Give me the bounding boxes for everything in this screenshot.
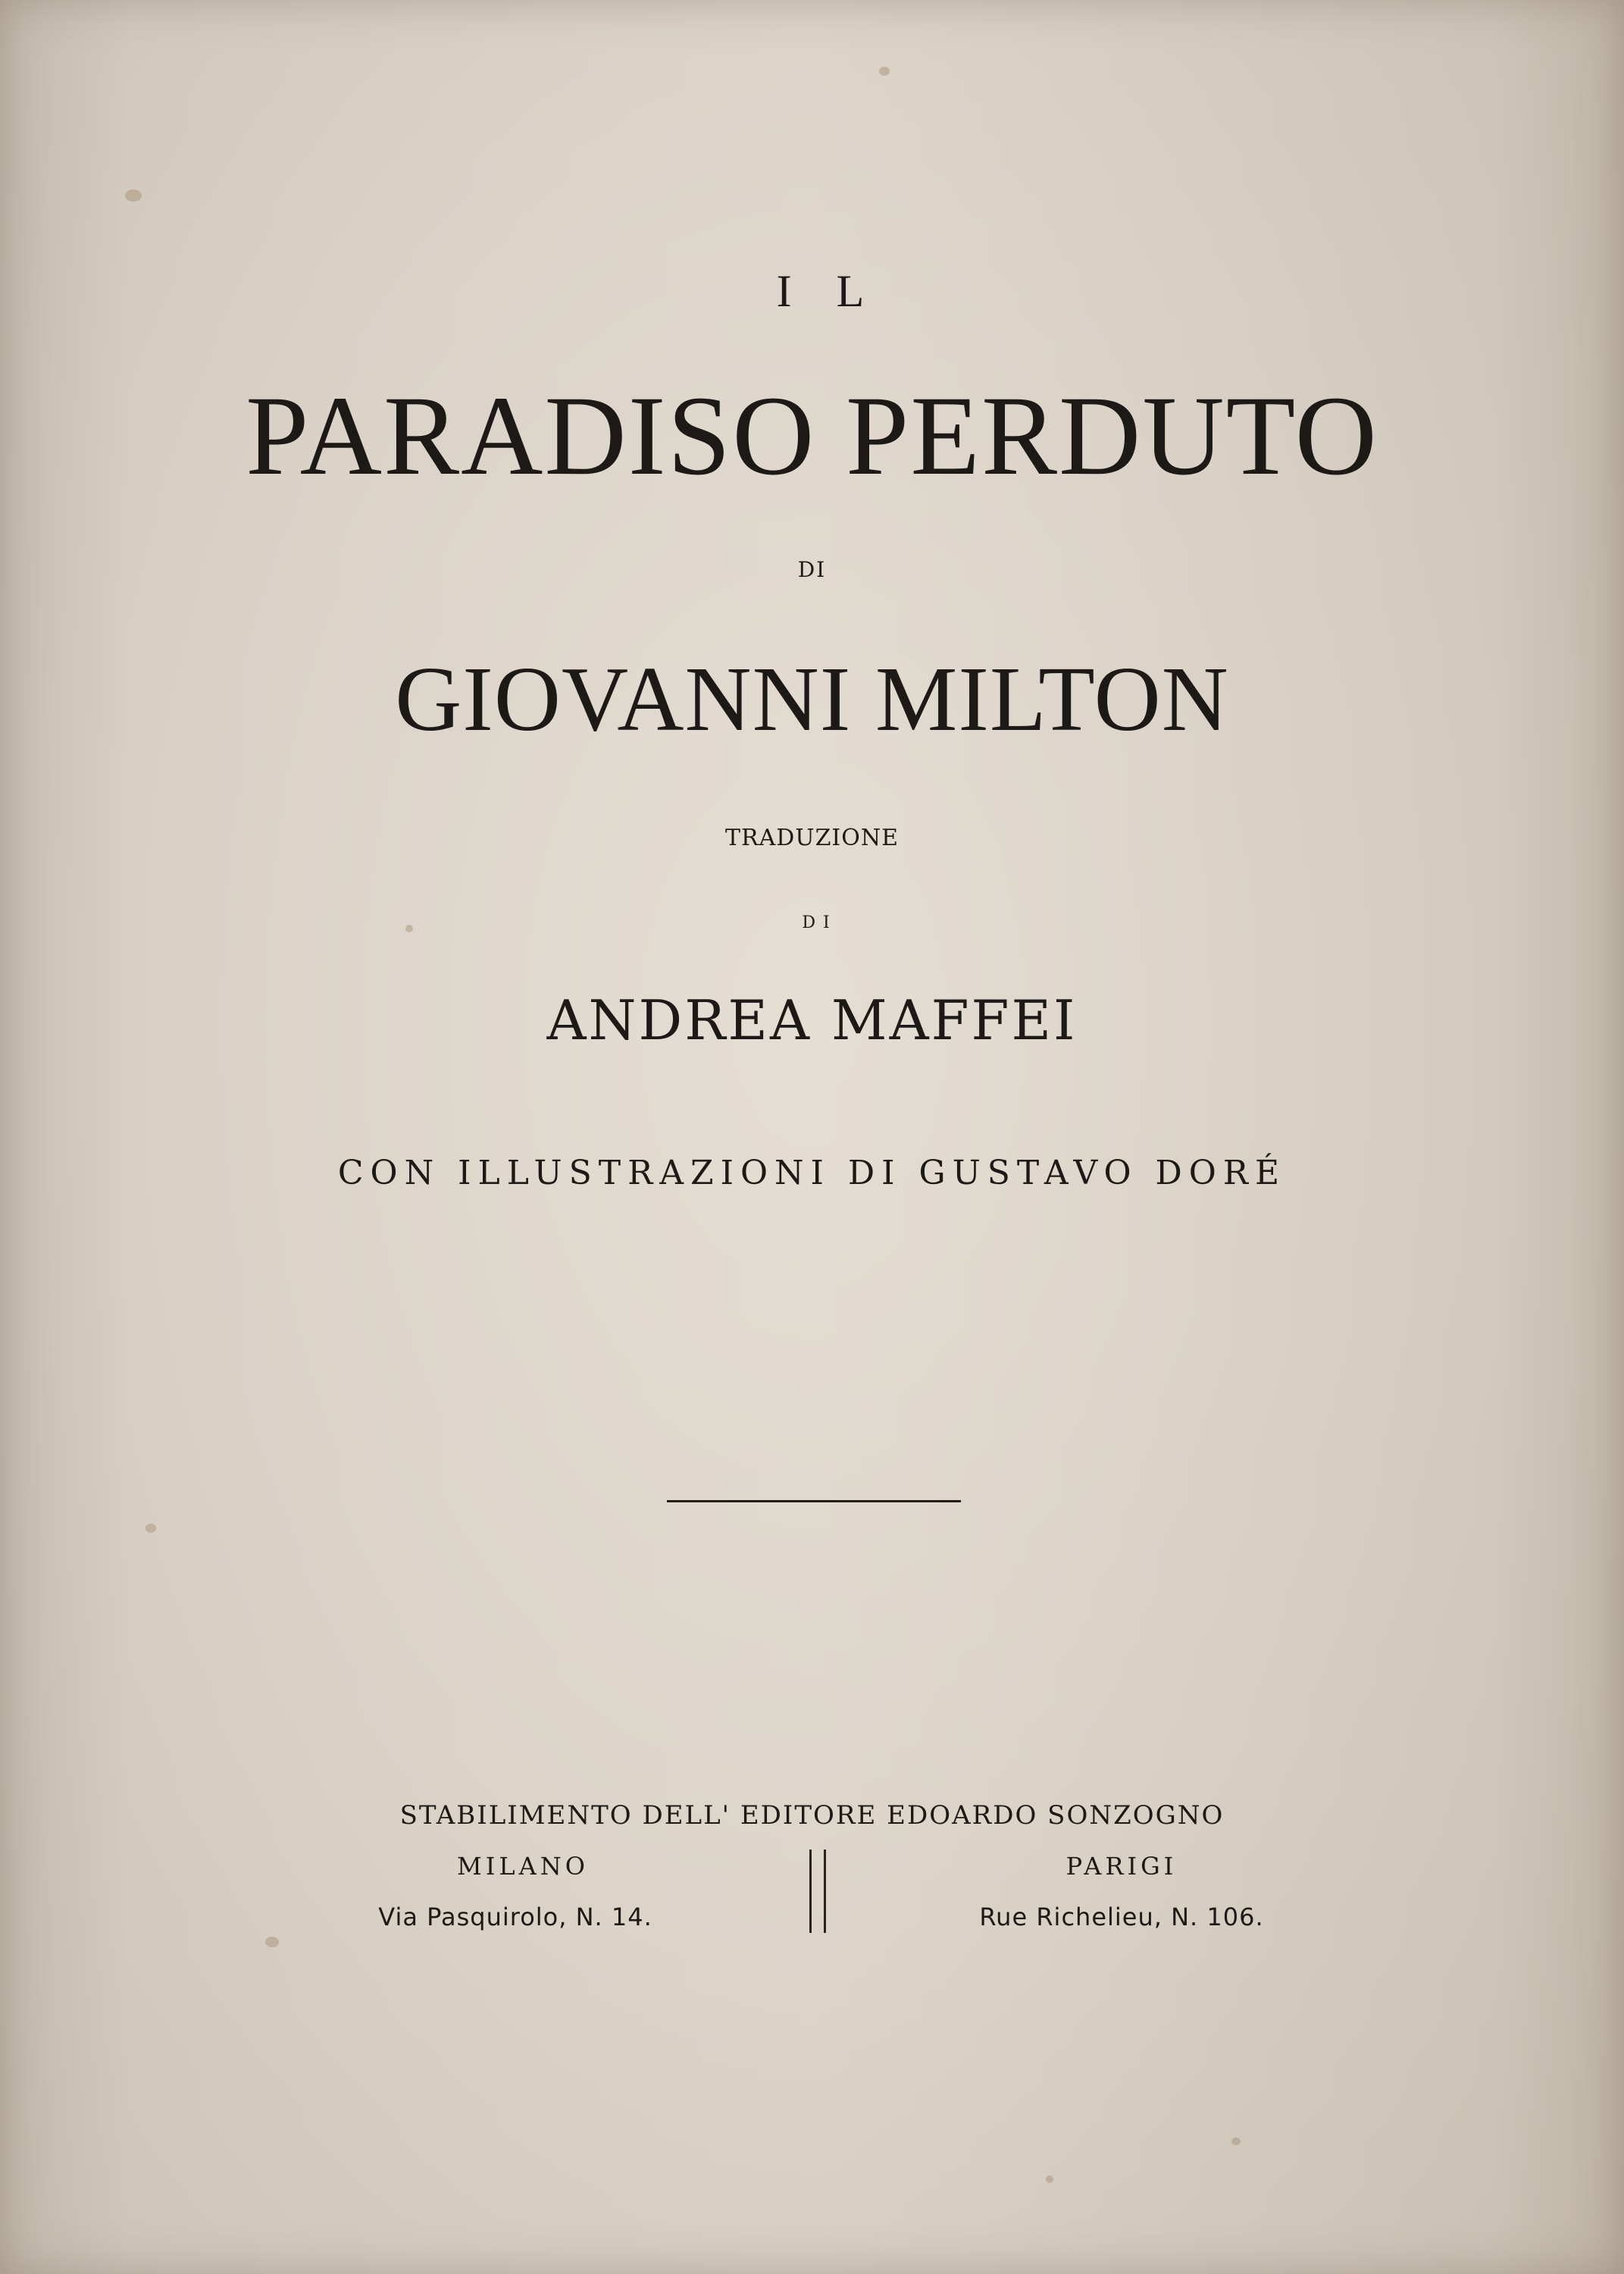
illustrations-credit: CON ILLUSTRAZIONI DI GUSTAVO DORÉ	[337, 1154, 1287, 1192]
foxing-spot	[1231, 2138, 1241, 2145]
book-title: PARADISO PERDUTO	[246, 373, 1378, 499]
double-bar-divider	[809, 1850, 826, 1933]
foxing-spot	[1046, 2175, 1053, 2183]
author-name: GIOVANNI MILTON	[395, 648, 1229, 750]
translator-name: ANDREA MAFFEI	[546, 988, 1078, 1052]
title-article: I L	[776, 266, 881, 316]
foxing-spot	[879, 67, 890, 76]
translator-by-label: DI	[802, 913, 837, 932]
address-parigi: Rue Richelieu, N. 106.	[979, 1903, 1264, 1931]
foxing-spot	[265, 1937, 279, 1947]
translation-label: TRADUZIONE	[724, 825, 900, 851]
horizontal-rule	[667, 1500, 961, 1502]
city-milano: MILANO	[457, 1852, 589, 1881]
by-label: DI	[797, 557, 827, 582]
city-parigi: PARIGI	[1065, 1852, 1178, 1881]
address-milano: Via Pasquirolo, N. 14.	[378, 1903, 652, 1931]
publisher-line: STABILIMENTO DELL' EDITORE EDOARDO SONZOGNO	[399, 1800, 1225, 1831]
foxing-spot	[125, 190, 142, 202]
foxing-spot	[146, 1524, 156, 1533]
